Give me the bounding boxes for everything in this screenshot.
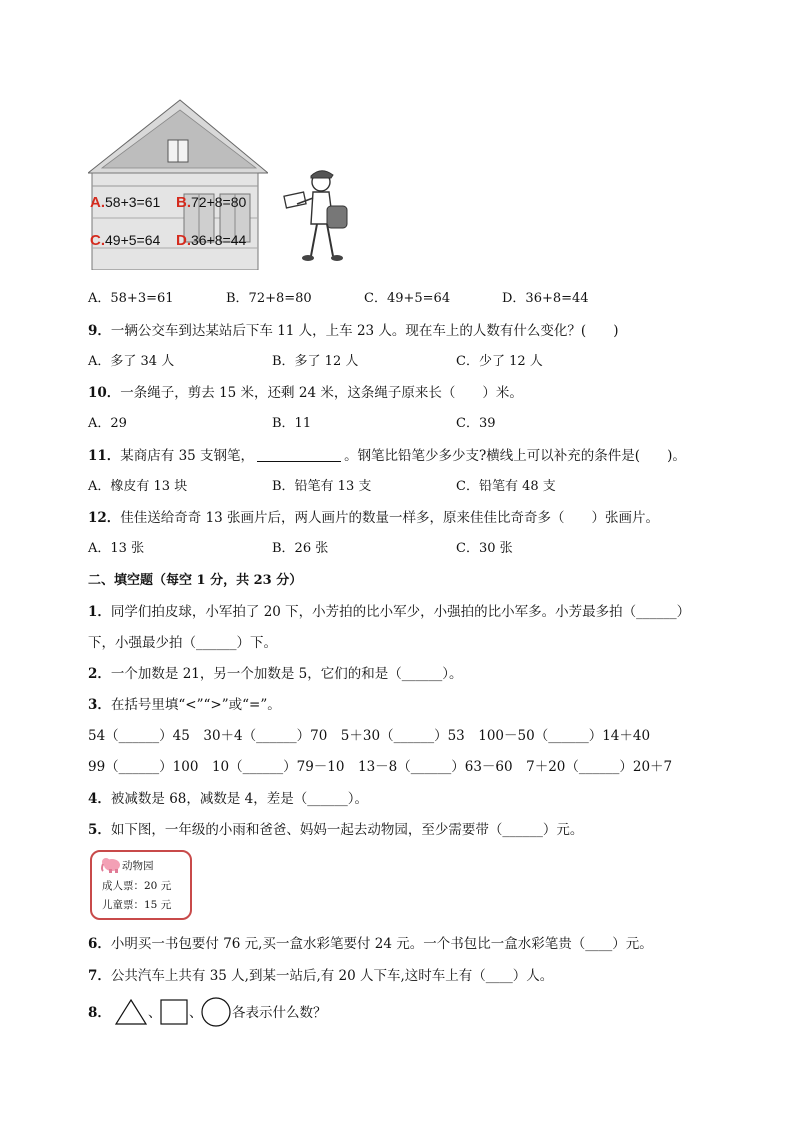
- question-12: [88, 509, 659, 527]
- question-text-before: 某商店有 35 支钢笔，: [120, 448, 255, 464]
- zoo-sign-child-price: 儿童票：15 元: [102, 899, 172, 911]
- fill-question-1: [88, 603, 690, 621]
- question-text-after: 。钢笔比铅笔少多少支?横线上可以补充的条件是( )。: [344, 448, 686, 464]
- zoo-sign-adult-price: 成人票：20 元: [102, 880, 172, 892]
- question-number: 3．: [88, 697, 111, 713]
- answer-blank-line[interactable]: [257, 448, 341, 462]
- question-text: 被减数是 68，减数是 4，差是（______）。: [110, 791, 369, 807]
- square-shape: [159, 998, 189, 1026]
- question-text: 一个加数是 21，另一个加数是 5，它们的和是（______）。: [110, 666, 463, 682]
- house-label-letter: B.: [176, 194, 191, 211]
- separator: 、: [148, 1005, 162, 1021]
- fill-question-4: [88, 790, 368, 808]
- question-text: 佳佳送给奇奇 13 张画片后，两人画片的数量一样多，原来佳佳比奇奇多（ ）张画片。: [120, 510, 660, 526]
- house-label-letter: C.: [90, 232, 105, 249]
- house-label-d: [176, 232, 246, 249]
- question-number: 5．: [88, 822, 111, 838]
- question-text: 公共汽车上共有 35 人,到某一站后,有 20 人下车,这时车上有（____）人。: [110, 968, 554, 984]
- house-label-b: [176, 194, 246, 211]
- fill-question-8: [88, 1004, 111, 1022]
- q8-option-b[interactable]: B．72+8=80: [226, 291, 312, 306]
- question-text: 同学们拍皮球，小军拍了 20 下，小芳拍的比小军少，小强拍的比小军多。小芳最多拍（______）: [110, 604, 691, 620]
- question-number: 1．: [88, 604, 111, 620]
- house-label-a: [90, 194, 160, 211]
- q8-option-c[interactable]: C．49+5=64: [364, 291, 451, 306]
- q9-option-a[interactable]: A．多了 34 人: [88, 354, 175, 369]
- house-label-expr: 58+3=61: [105, 194, 161, 210]
- fill-question-6: [88, 935, 653, 953]
- question-number: 4．: [88, 791, 111, 807]
- q8-option-a[interactable]: A．58+3=61: [88, 291, 174, 306]
- question-text: 各表示什么数？: [232, 1005, 327, 1021]
- q9-option-c[interactable]: C．少了 12 人: [456, 354, 543, 369]
- fill-question-1-cont: 下，小强最少拍（______）下。: [88, 635, 277, 651]
- q11-option-c[interactable]: C．铅笔有 48 支: [456, 479, 556, 494]
- elephant-icon: [100, 856, 122, 874]
- zoo-ticket-sign: [90, 850, 192, 920]
- q10-option-b[interactable]: B．11: [272, 416, 312, 431]
- q12-option-c[interactable]: C．30 张: [456, 541, 513, 556]
- house-label-expr: 72+8=80: [191, 194, 247, 210]
- question-text: 一条绳子，剪去 15 米，还剩 24 米，这条绳子原来长（ ）米。: [120, 385, 523, 401]
- question-text: 一辆公交车到达某站后下车 11 人，上车 23 人。现在车上的人数有什么变化？( ): [110, 323, 619, 339]
- fill-question-5: [88, 821, 583, 839]
- house-label-expr: 49+5=64: [105, 232, 161, 248]
- house-label-c: [90, 232, 160, 249]
- house-label-expr: 36+8=44: [191, 232, 247, 248]
- question-number: 7．: [88, 968, 111, 984]
- q12-option-a[interactable]: A．13 张: [88, 541, 145, 556]
- question-11: [88, 447, 686, 465]
- fill-question-2: [88, 665, 463, 683]
- question-number: 11．: [88, 448, 121, 464]
- q8-option-d[interactable]: D．36+8=44: [502, 291, 589, 306]
- fill-question-7: [88, 967, 553, 985]
- q10-option-c[interactable]: C．39: [456, 416, 496, 431]
- q10-option-a[interactable]: A．29: [88, 416, 127, 431]
- fill-question-3-row2: 99（______）100 10（______）79－10 13－8（______）63－60 7＋20（______）20＋7: [88, 759, 673, 775]
- fill-question-3-row1: 54（______）45 30＋4（______）70 5＋30（______）53 100－50（______）14＋40: [88, 728, 651, 744]
- section-title: 二、填空题（每空 1 分，共 23 分）: [88, 573, 303, 588]
- house-label-letter: D.: [176, 232, 191, 249]
- question-text: 小明买一书包要付 76 元,买一盒水彩笔要付 24 元。一个书包比一盒水彩笔贵（____）元。: [110, 936, 653, 952]
- question-number: 6．: [88, 936, 111, 952]
- question-number: 10．: [88, 385, 121, 401]
- triangle-shape: [114, 998, 148, 1026]
- house-label-letter: A.: [90, 194, 105, 211]
- zoo-sign-title: 动物园: [122, 860, 154, 872]
- question-10: [88, 384, 523, 402]
- house-illustration: [88, 98, 268, 270]
- question-number: 2．: [88, 666, 111, 682]
- question-number: 9．: [88, 323, 111, 339]
- question-number: 8．: [88, 1005, 111, 1021]
- question-9: [88, 322, 618, 340]
- q11-option-b[interactable]: B．铅笔有 13 支: [272, 479, 372, 494]
- q9-option-b[interactable]: B．多了 12 人: [272, 354, 359, 369]
- separator: 、: [189, 1005, 203, 1021]
- fill-question-3: [88, 696, 281, 714]
- question-text: 如下图，一年级的小雨和爸爸、妈妈一起去动物园，至少需要带（______）元。: [110, 822, 584, 838]
- circle-shape: [199, 996, 233, 1028]
- question-text: 在括号里填“<”“>”或“=”。: [110, 697, 281, 713]
- mailman-illustration: [283, 166, 353, 266]
- q11-option-a[interactable]: A．橡皮有 13 块: [88, 479, 188, 494]
- question-number: 12．: [88, 510, 121, 526]
- q12-option-b[interactable]: B．26 张: [272, 541, 329, 556]
